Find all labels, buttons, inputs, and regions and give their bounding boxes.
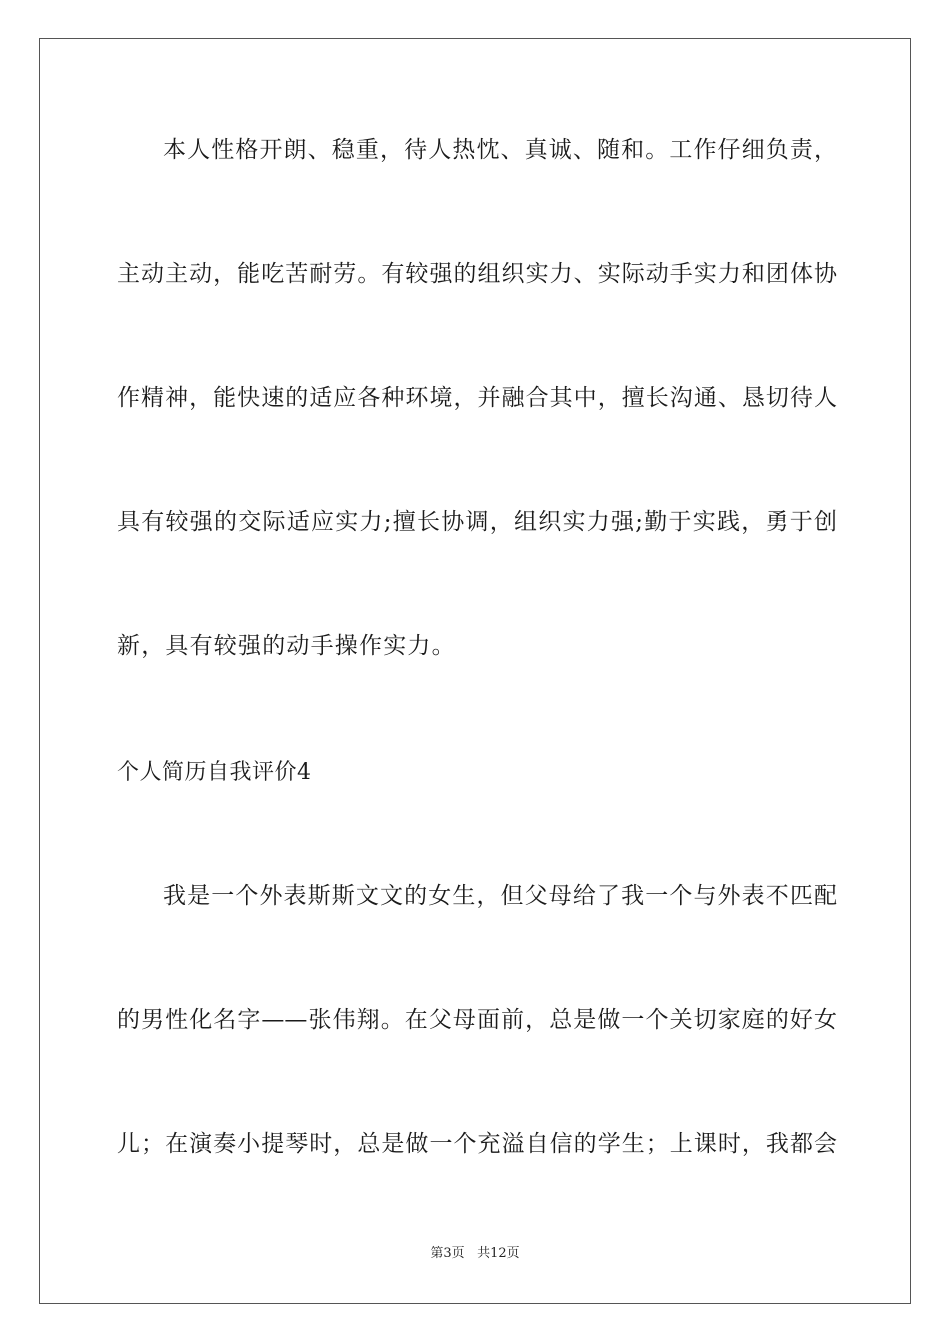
page-footer [0, 1245, 950, 1263]
paragraph-1-line-2: 主动主动，能吃苦耐劳。有较强的组织实力、实际动手实力和团体协 [117, 261, 837, 287]
paragraph-2-line-2: 的男性化名字——张伟翔。在父母面前，总是做一个关切家庭的好女 [117, 1007, 837, 1033]
paragraph-1-line-4: 具有较强的交际适应实力;擅长协调，组织实力强;勤于实践，勇于创 [117, 509, 837, 535]
paragraph-2-line-3: 儿；在演奏小提琴时，总是做一个充溢自信的学生；上课时，我都会 [117, 1131, 837, 1157]
paragraph-2-line-1: 我是一个外表斯斯文文的女生，但父母给了我一个与外表不匹配 [163, 883, 837, 909]
paragraph-1-line-1: 本人性格开朗、稳重，待人热忱、真诚、随和。工作仔细负责， [163, 137, 837, 163]
page-frame [39, 38, 911, 1304]
page-number: 第3页 [430, 1246, 465, 1261]
total-pages: 共12页 [477, 1246, 520, 1261]
paragraph-1-line-3: 作精神，能快速的适应各种环境，并融合其中，擅长沟通、恳切待人 [117, 385, 837, 411]
section-heading: 个人简历自我评价4 [117, 760, 312, 785]
paragraph-1-line-5: 新，具有较强的动手操作实力。 [117, 633, 456, 659]
